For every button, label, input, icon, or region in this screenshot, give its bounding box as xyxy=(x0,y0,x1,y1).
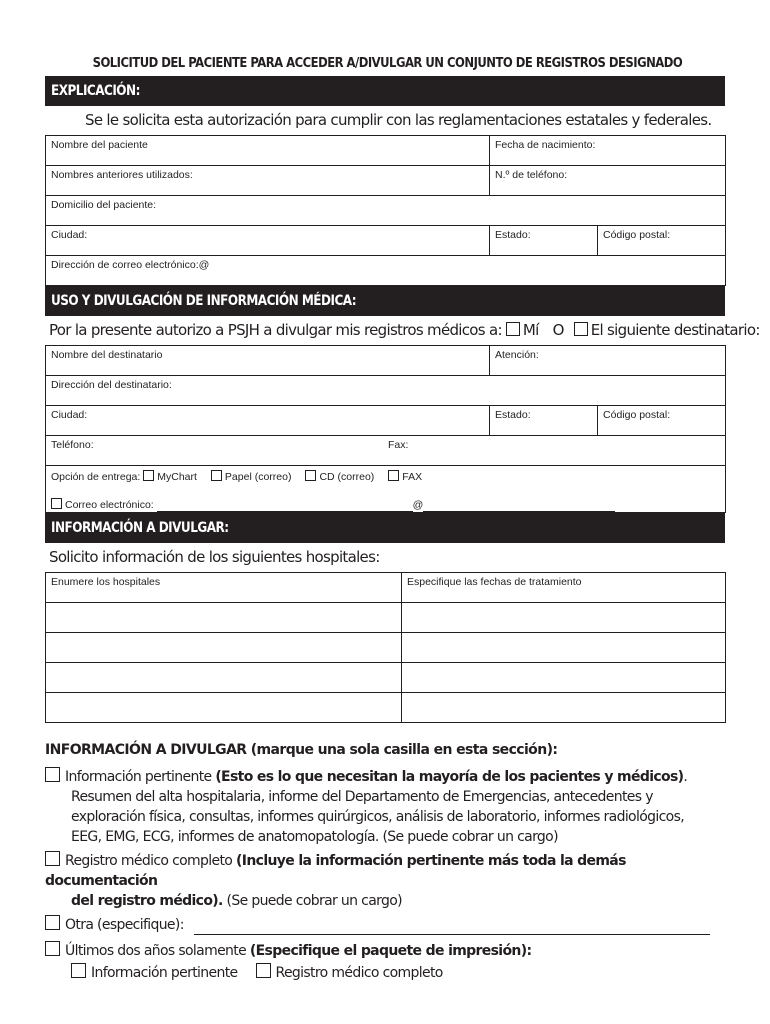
pertinente-desc-1: Resumen del alta hospitalaria, informe del Departamento de Emergencias, antecedentes y xyxy=(71,789,653,805)
or-label: O xyxy=(552,321,564,339)
ultimos-label: Últimos dos años solamente xyxy=(65,943,247,959)
cd-label: CD (correo) xyxy=(319,471,375,483)
phone-field[interactable]: N.º de teléfono: xyxy=(490,166,726,196)
otra-line[interactable] xyxy=(194,920,710,935)
email-delivery-checkbox[interactable] xyxy=(51,498,62,509)
dates-cell[interactable] xyxy=(402,633,726,663)
form-page xyxy=(45,50,760,983)
mychart-label: MyChart xyxy=(157,471,197,483)
hospitals-header: Enumere los hospitales xyxy=(46,573,402,603)
hospital-cell[interactable] xyxy=(46,663,402,693)
state-field[interactable]: Estado: xyxy=(490,226,598,256)
dates-cell[interactable] xyxy=(402,693,726,723)
hospitals-table xyxy=(45,572,726,723)
section-header-explicacion: EXPLICACIÓN: xyxy=(45,76,725,106)
authorization-text: Por la presente autorizo a PSJH a divulgar mis registros médicos a: xyxy=(49,321,502,339)
email-delivery-label: Correo electrónico: xyxy=(65,499,154,511)
fax-checkbox[interactable] xyxy=(388,470,399,481)
section-header-uso: USO Y DIVULGACIÓN DE INFORMACIÓN MÉDICA: xyxy=(45,286,725,316)
pertinente-desc-3: EEG, EMG, ECG, informes de anatomopatología. (Se puede cobrar un cargo) xyxy=(71,829,558,845)
delivery-label: Opción de entrega: xyxy=(51,471,141,483)
otra-label: Otra (especifique): xyxy=(65,917,184,933)
paper-checkbox[interactable] xyxy=(211,470,222,481)
mi-label: Mí xyxy=(522,321,539,339)
otra-checkbox[interactable] xyxy=(45,915,60,930)
pertinente-desc-2: exploración física, consultas, informes quirúrgicos, análisis de laboratorio, informes radiológicos, xyxy=(71,809,685,825)
authorization-line xyxy=(45,316,760,345)
option-pertinente xyxy=(45,767,725,847)
pertinente-end: . xyxy=(683,769,688,785)
at-sign: @ xyxy=(412,499,424,511)
ultimos-pertinente-label: Información pertinente xyxy=(91,965,238,981)
dates-cell[interactable] xyxy=(402,663,726,693)
dates-header: Especifique las fechas de tratamiento xyxy=(402,573,726,603)
ultimos-note: (Especifique el paquete de impresión): xyxy=(249,943,532,959)
zip-field[interactable]: Código postal: xyxy=(598,226,726,256)
recipient-zip-field[interactable]: Código postal: xyxy=(598,406,726,436)
birth-date-field[interactable]: Fecha de nacimiento: xyxy=(490,136,726,166)
paper-label: Papel (correo) xyxy=(224,471,292,483)
pertinente-checkbox[interactable] xyxy=(45,767,60,782)
hospital-cell[interactable] xyxy=(46,633,402,663)
completo-note-1: (Incluye la información pertinente más toda la demás documentación xyxy=(45,853,626,889)
ultimos-completo-label: Registro médico completo xyxy=(275,965,443,981)
hospitals-text: Solicito información de los siguientes hospitales: xyxy=(49,548,380,566)
hospital-cell[interactable] xyxy=(46,603,402,633)
completo-label: Registro médico completo xyxy=(65,853,233,869)
completo-checkbox[interactable] xyxy=(45,851,60,866)
form-title: SOLICITUD DEL PACIENTE PARA ACCEDER A/DIVULGAR UN CONJUNTO DE REGISTROS DESIGNADO xyxy=(92,55,683,71)
completo-end: (Se puede cobrar un cargo) xyxy=(226,893,402,909)
hospital-cell[interactable] xyxy=(46,693,402,723)
recipient-name-field[interactable]: Nombre del destinatario xyxy=(46,346,490,376)
email-field[interactable]: Dirección de correo electrónico:@ xyxy=(46,256,726,286)
ultimos-checkbox[interactable] xyxy=(45,941,60,956)
fax-label: FAX xyxy=(402,471,423,483)
email-user-line[interactable] xyxy=(157,501,413,512)
completo-note-2: del registro médico). xyxy=(71,893,223,909)
option-ultimos xyxy=(45,941,725,983)
recipient-label: El siguiente destinatario: xyxy=(590,321,760,339)
ultimos-completo-checkbox[interactable] xyxy=(256,963,271,978)
cd-checkbox[interactable] xyxy=(305,470,316,481)
recipient-fax-field[interactable]: Fax: xyxy=(388,439,409,451)
email-domain-line[interactable] xyxy=(423,501,615,512)
recipient-phone-field[interactable]: Teléfono: xyxy=(51,439,94,451)
recipient-checkbox[interactable] xyxy=(574,322,588,336)
phone-fax-row xyxy=(46,436,726,466)
release-options-title: INFORMACIÓN A DIVULGAR (marque una sola casilla en esta sección): xyxy=(45,742,558,758)
dates-cell[interactable] xyxy=(402,603,726,633)
recipient-address-field[interactable]: Dirección del destinatario: xyxy=(46,376,726,406)
pertinente-label: Información pertinente xyxy=(65,769,212,785)
patient-name-field[interactable]: Nombre del paciente xyxy=(46,136,490,166)
city-field[interactable]: Ciudad: xyxy=(46,226,490,256)
mychart-checkbox[interactable] xyxy=(143,470,154,481)
pertinente-note: (Esto es lo que necesitan la mayoría de los pacientes y médicos) xyxy=(215,769,684,785)
recipient-state-field[interactable]: Estado: xyxy=(490,406,598,436)
patient-info-table xyxy=(45,135,726,286)
recipient-table xyxy=(45,345,726,513)
mi-checkbox[interactable] xyxy=(506,322,520,336)
explicacion-text: Se le solicita esta autorización para cumplir con las reglamentaciones estatales y federales. xyxy=(85,111,712,129)
previous-names-field[interactable]: Nombres anteriores utilizados: xyxy=(46,166,490,196)
patient-address-field[interactable]: Domicilio del paciente: xyxy=(46,196,726,226)
attention-field[interactable]: Atención: xyxy=(490,346,726,376)
option-otra xyxy=(45,915,725,935)
ultimos-pertinente-checkbox[interactable] xyxy=(71,963,86,978)
option-completo xyxy=(45,851,725,911)
recipient-city-field[interactable]: Ciudad: xyxy=(46,406,490,436)
delivery-options xyxy=(46,466,726,513)
section-header-info: INFORMACIÓN A DIVULGAR: xyxy=(45,513,725,543)
